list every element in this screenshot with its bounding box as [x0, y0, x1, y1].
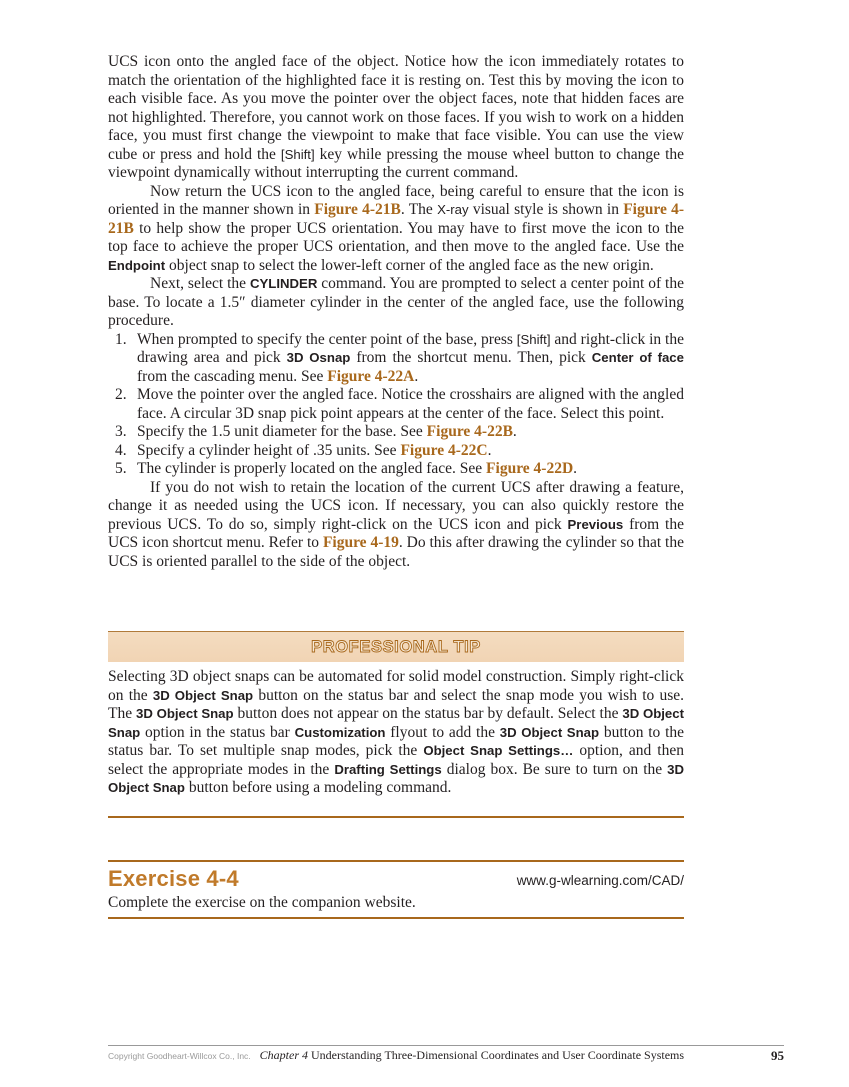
- professional-tip-title: PROFESSIONAL TIP: [311, 638, 481, 656]
- 3d-osnap-term: 3D Osnap: [286, 350, 351, 365]
- footer-copyright: Copyright Goodheart-Willcox Co., Inc.: [108, 1051, 251, 1061]
- professional-tip-body: [108, 668, 684, 798]
- xray-term: X-ray: [437, 202, 469, 217]
- drafting-settings-term: Drafting Settings: [334, 761, 442, 777]
- 3d-object-snap-term: 3D Object Snap: [108, 706, 684, 740]
- exercise-bottom-rule: [108, 917, 684, 919]
- tip-bottom-rule: [108, 816, 684, 818]
- paragraph-return-ucs: Now return the UCS icon to the angled face, being careful to ensure that the icon is oriented in the manner shown in Figure 4-21B. The X-ray visual style is shown in Figure 4-21B to help show the proper UCS orientation. You may have to first move the icon to the top face to achieve the proper UCS orientation, and then move to the angled face. Use the Endpoint object snap to select the lower-left corner of the angled face as the new origin.: [108, 182, 684, 274]
- figure-ref-4-22b[interactable]: Figure 4-22B: [426, 423, 513, 440]
- list-item: 5. The cylinder is properly located on the angled face. See Figure 4-22D.: [115, 460, 578, 477]
- shift-key: [Shift]: [516, 331, 551, 347]
- center-of-face-term: Center of face: [591, 350, 684, 365]
- shift-key: [Shift]: [280, 146, 315, 162]
- tip-paragraph: Selecting 3D object snaps can be automated for solid model construction. Simply right-click on the 3D Object Snap button on the status bar and select the snap mode you wish to use. The 3D Object Snap button does not appear on the status bar by default. Select the 3D Object Snap option in the status bar Customization flyout to add the 3D Object Snap button to the status bar. To set multiple snap modes, pick the Object Snap Settings… option, and then select the appropriate modes in the Drafting Settings dialog box. Be sure to turn on the 3D Object Snap button before using a modeling command.: [108, 668, 685, 796]
- previous-term: Previous: [567, 516, 624, 532]
- list-item: 3. Specify the 1.5 unit diameter for the base. See Figure 4-22B.: [115, 423, 517, 440]
- page-footer: [108, 1045, 784, 1063]
- footer-chapter-title: Understanding Three-Dimensional Coordinates and User Coordinate Systems: [311, 1048, 685, 1062]
- figure-ref-4-19[interactable]: Figure 4-19: [322, 534, 399, 551]
- object-snap-settings-term: Object Snap Settings…: [423, 743, 574, 758]
- paragraph-restore-ucs: If you do not wish to retain the location of the current UCS after drawing a feature, change it as needed using the UCS icon. If necessary, you can also quickly restore the previous UCS. To do so, simply right-click on the UCS icon and pick Previous from the UCS icon shortcut menu. Refer to Figure 4-19. Do this after drawing the cylinder so that the UCS is oriented parallel to the side of the object.: [108, 478, 684, 570]
- 3d-object-snap-term: 3D Object Snap: [136, 706, 234, 721]
- 3d-object-snap-term: 3D Object Snap: [499, 724, 600, 740]
- 3d-object-snap-term: 3D Object Snap: [152, 687, 254, 703]
- list-item: 4. Specify a cylinder height of .35 units. See Figure 4-22C.: [115, 441, 492, 459]
- footer-chapter: Chapter 4: [259, 1048, 309, 1062]
- figure-ref-4-22a[interactable]: Figure 4-22A: [327, 367, 415, 385]
- exercise-text: Complete the exercise on the companion website.: [108, 894, 416, 911]
- 3d-object-snap-term: 3D Object Snap: [108, 761, 684, 795]
- list-item: 1. When prompted to specify the center point of the base, press [Shift] and right-click in the drawing area and pick 3D Osnap from the shortcut menu. Then, pick Center of face from the cascading menu. See Figure 4-22A.: [115, 330, 684, 385]
- figure-ref-4-22c[interactable]: Figure 4-22C: [400, 441, 488, 459]
- endpoint-term: Endpoint: [108, 257, 166, 273]
- figure-ref-4-21b[interactable]: Figure 4-21B: [314, 201, 401, 218]
- figure-ref-4-21b-second[interactable]: Figure 4-21B: [108, 201, 684, 237]
- paragraph-cylinder: Next, select the CYLINDER command. You are prompted to select a center point of the base. To locate a 1.5″ diameter cylinder in the center of the angled face, use the following procedure.: [108, 275, 684, 329]
- cylinder-command: CYLINDER: [249, 276, 318, 291]
- paragraph-ucs-icon: UCS icon onto the angled face of the object. Notice how the icon immediately rotates to match the orientation of the highlighted face it is resting on. Test this by moving the icon to each visible face. As you move the pointer over the object faces, note that hidden faces are not highlighted. Therefore, you cannot work on those faces. If you wish to work on a hidden face, you must first change the viewpoint to make that face visible. You can use the view cube or press and hold the [Shift] key while pressing the mouse wheel button to change the viewpoint dynamically without interrupting the current command.: [108, 53, 684, 181]
- exercise-title: Exercise 4-4: [108, 866, 239, 891]
- exercise-top-rule: [108, 860, 684, 862]
- exercise-url-link[interactable]: www.g-wlearning.com/CAD/: [516, 873, 684, 888]
- main-body: [108, 53, 684, 571]
- list-item: 2. Move the pointer over the angled face. Notice the crosshairs are aligned with the angled face. A circular 3D snap pick point appears at the center of the face. Select this point.: [115, 386, 684, 422]
- customization-term: Customization: [294, 724, 386, 740]
- figure-ref-4-22d[interactable]: Figure 4-22D: [486, 460, 574, 477]
- page-number: 95: [771, 1048, 784, 1063]
- procedure-list: [108, 331, 684, 479]
- professional-tip-header: [108, 631, 684, 662]
